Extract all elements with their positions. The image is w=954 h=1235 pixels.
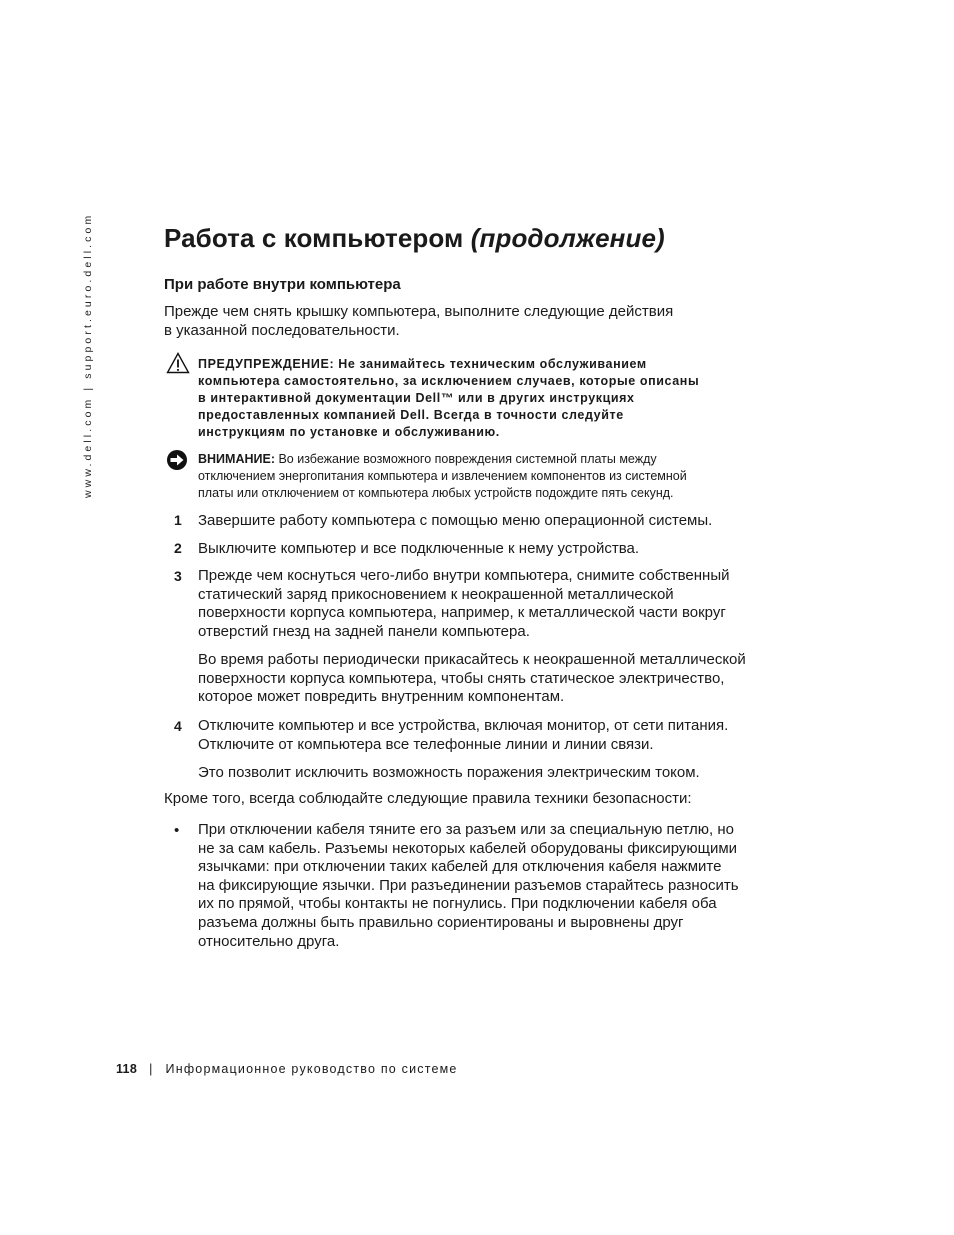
intro-line: в указанной последовательности. xyxy=(164,322,400,339)
step-note-line: поверхности корпуса компьютера, чтобы снять статическое электричество, xyxy=(198,669,725,687)
bullet-line: их по прямой, чтобы контакты не погнулись. При подключении кабеля оба xyxy=(198,895,717,913)
warning-line: инструкциям по установке и обслуживанию. xyxy=(198,425,500,439)
warning-line: в интерактивной документации Dell™ или в других инструкциях xyxy=(198,391,635,405)
notice-arrow-icon xyxy=(166,449,188,471)
step-line: Отключите от компьютера все телефонные линии и линии связи. xyxy=(198,735,654,753)
intro-paragraph xyxy=(164,302,673,340)
step-line: отверстий гнезд на задней панели компьютера. xyxy=(198,622,530,640)
step-number: 2 xyxy=(174,540,182,556)
bullet-line: При отключении кабеля тяните его за разъем или за специальную петлю, но xyxy=(198,821,734,838)
step-line: Завершите работу компьютера с помощью меню операционной системы. xyxy=(198,512,713,529)
step-text xyxy=(198,567,730,641)
bullet-line: относительно друга. xyxy=(198,932,340,950)
rules-intro: Кроме того, всегда соблюдайте следующие правила техники безопасности: xyxy=(164,790,692,807)
step-line: Выключите компьютер и все подключенные к нему устройства. xyxy=(198,540,640,557)
warning-text xyxy=(198,356,699,441)
warning-triangle-icon xyxy=(166,352,190,374)
bullet-line: разъема должны быть правильно сориентированы и выровнены друг xyxy=(198,913,684,931)
notice-line: отключением энергопитания компьютера и извлечением компонентов из системной xyxy=(198,469,687,483)
step-line: Прежде чем коснуться чего-либо внутри компьютера, снимите собственный xyxy=(198,567,730,584)
step-note-line: Во время работы периодически прикасайтесь к неокрашенной металлической xyxy=(198,651,746,668)
notice-label: ВНИМАНИЕ: xyxy=(198,452,275,466)
step-note xyxy=(198,651,746,707)
notice-text xyxy=(198,451,687,502)
notice-line: платы или отключением от компьютера любых устройств подождите пять секунд. xyxy=(198,486,674,500)
page-number: 118 xyxy=(116,1062,138,1076)
bullet-line: не за сам кабель. Разъемы некоторых кабелей оборудованы фиксирующими xyxy=(198,839,738,857)
step-number: 4 xyxy=(174,718,182,734)
step-number: 1 xyxy=(174,512,182,528)
step-number: 3 xyxy=(174,568,182,584)
warning-line: предоставленных компанией Dell. Всегда в точности следуйте xyxy=(198,408,624,422)
step-line: Отключите компьютер и все устройства, включая монитор, от сети питания. xyxy=(198,717,729,734)
step-line: статический заряд прикосновением к неокрашенной металлической xyxy=(198,585,674,603)
title-main: Работа с компьютером xyxy=(164,223,464,253)
page-footer xyxy=(116,1062,458,1076)
step-note-line: которое может повредить внутренним компонентам. xyxy=(198,688,565,705)
warning-line: компьютера самостоятельно, за исключением случаев, которые описаны xyxy=(198,374,700,388)
footer-title: Информационное руководство по системе xyxy=(165,1062,458,1076)
step-note xyxy=(198,763,700,782)
step-note-line: Это позволит исключить возможность поражения электрическим током. xyxy=(198,764,700,781)
step-line: поверхности корпуса компьютера, например, к металлической части вокруг xyxy=(198,604,726,621)
step-text xyxy=(198,717,728,754)
title-continued: (продолжение) xyxy=(470,223,665,253)
section-heading: При работе внутри компьютера xyxy=(164,276,401,293)
intro-line: Прежде чем снять крышку компьютера, выполните следующие действия xyxy=(164,303,674,320)
footer-separator: | xyxy=(149,1062,154,1076)
bullet-symbol: • xyxy=(174,822,180,839)
side-url: www.dell.com | support.euro.dell.com xyxy=(82,212,94,498)
step-text xyxy=(198,539,639,558)
page-title xyxy=(164,223,665,254)
bullet-line: язычками: при отключении таких кабелей для отключения кабеля нажмите xyxy=(198,858,722,876)
warning-line: ПРЕДУПРЕЖДЕНИЕ: Не занимайтесь техническим обслуживанием xyxy=(198,357,647,371)
step-text xyxy=(198,511,712,530)
notice-line: Во избежание возможного повреждения системной платы между xyxy=(275,452,657,466)
bullet-text xyxy=(198,821,739,951)
bullet-line: на фиксирующие язычки. При разъединении разъемов старайтесь разносить xyxy=(198,876,739,894)
